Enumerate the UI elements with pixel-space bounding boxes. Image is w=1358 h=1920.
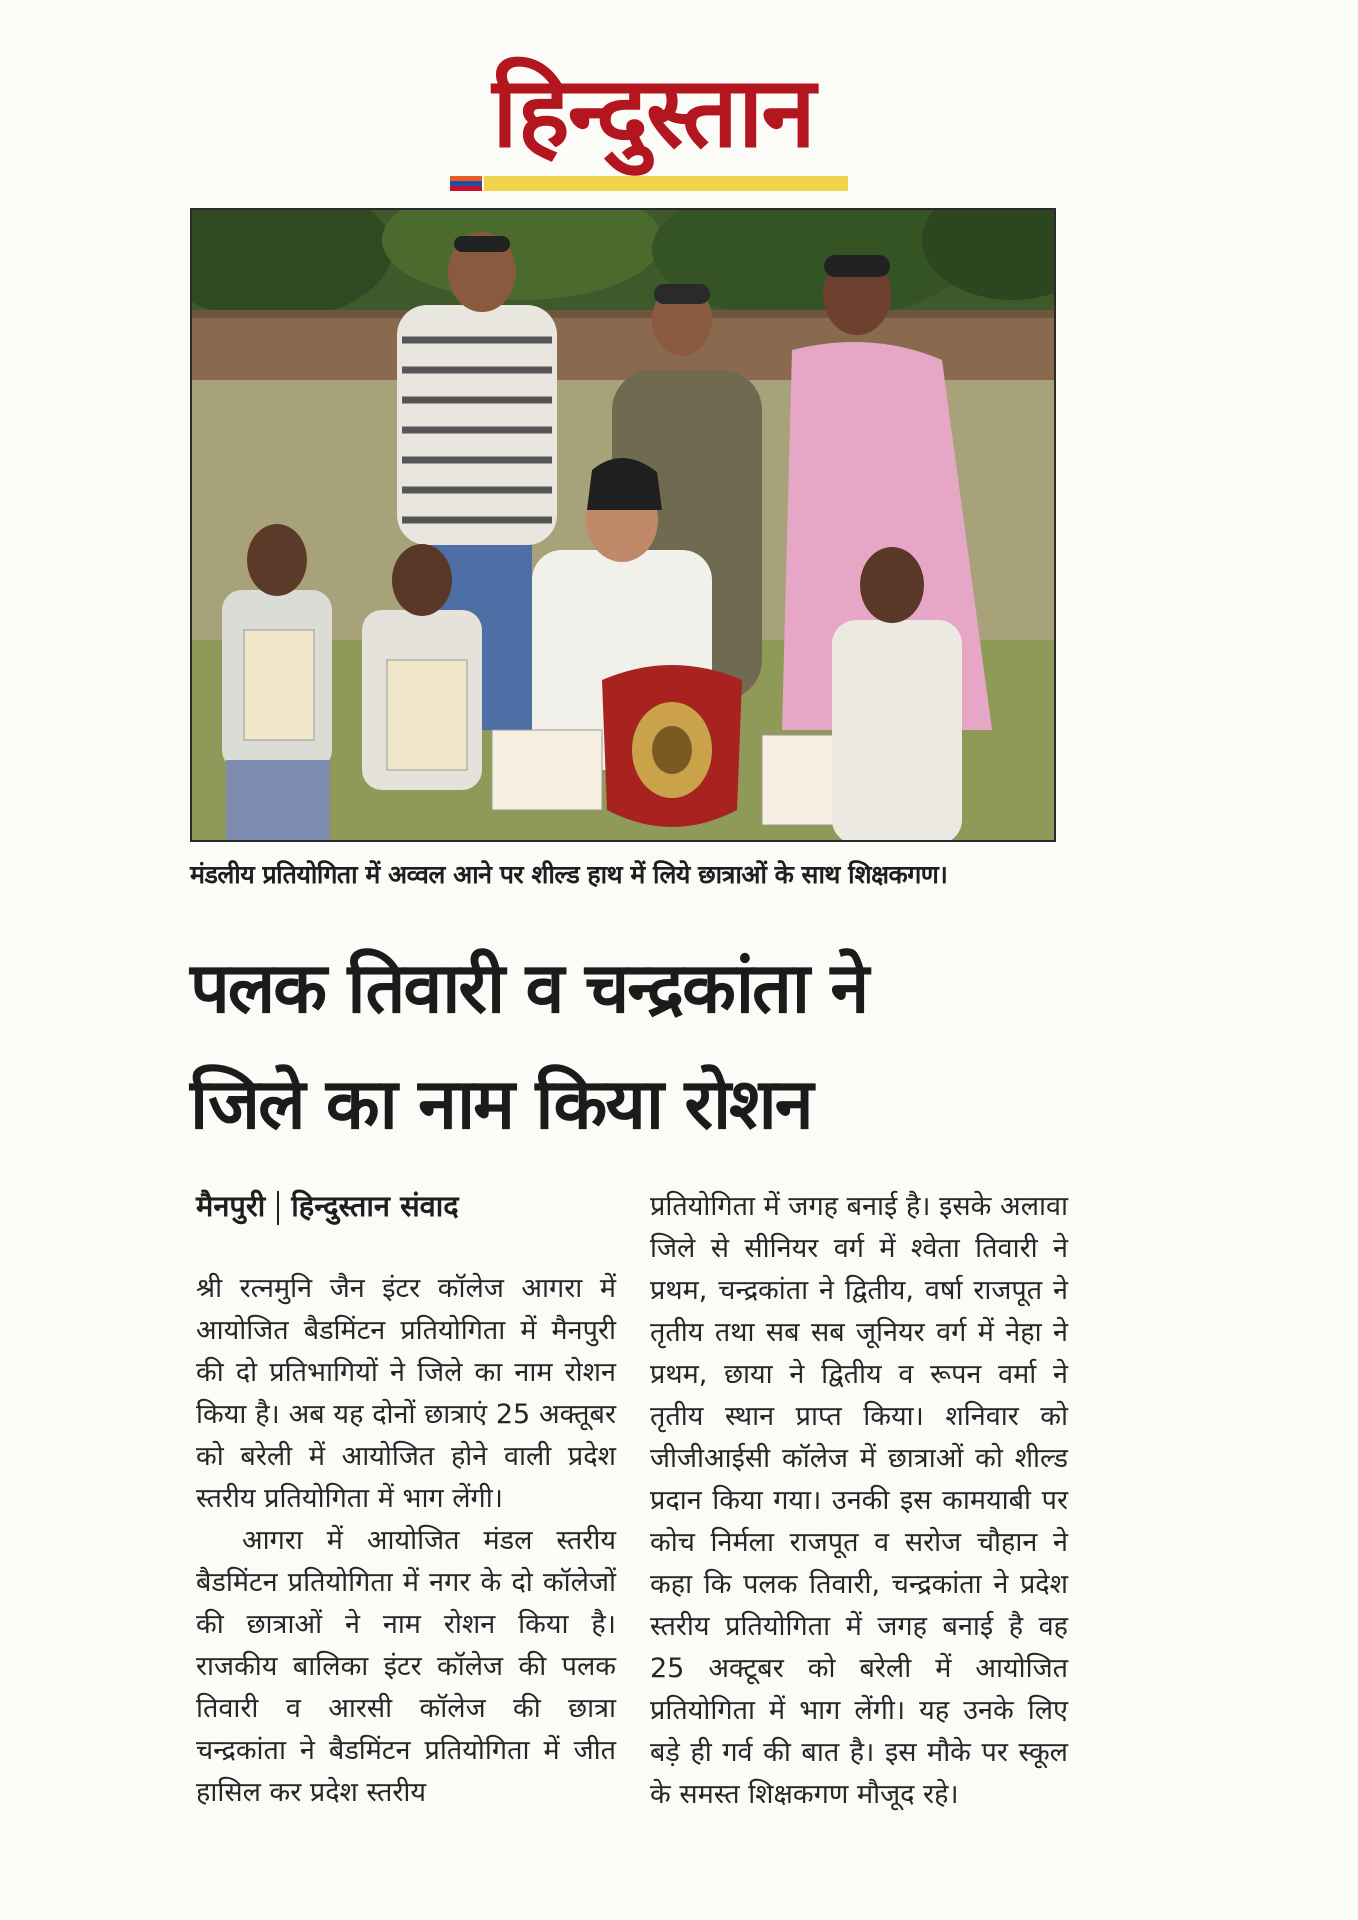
article-paragraph-1: श्री रत्नमुनि जैन इंटर कॉलेज आगरा में आयोजित बैडमिंटन प्रतियोगिता में मैनपुरी की दो प्रतिभागियों ने जिले का नाम रोशन किया है। अब यह दोनों छात्राएं 25 अक्तूबर को बरेली में आयोजित होने वाली प्रदेश स्तरीय प्रतियोगिता में भाग लेंगी। <box>196 1273 616 1514</box>
masthead-underline-bar <box>484 176 848 191</box>
article-paragraph-3: प्रतियोगिता में जगह बनाई है। इसके अलावा जिले से सीनियर वर्ग में श्वेता तिवारी ने प्रथम, चन्द्रकांता ने द्वितीय, वर्षा राजपूत ने तृतीय तथा सब सब जूनियर वर्ग में नेहा ने प्रथम, छाया ने द्वितीय व रूपन वर्मा ने तृतीय स्थान प्राप्त किया। शनिवार को जीजीआईसी कॉलेज में छात्राओं को शील्ड प्रदान किया गया। उनकी इस कामयाबी पर कोच निर्मला राजपूत व सरोज चौहान ने कहा कि पलक तिवारी, चन्द्रकांता ने प्रदेश स्तरीय प्रतियोगिता में जगह बनाई है वह 25 अक्टूबर को बरेली में आयोजित प्रतियोगिता में भाग लेंगी। यह उनके लिए बड़े ही गर्व की बात है। इस मौके पर स्कूल के समस्त शिक्षकगण मौजूद रहे। <box>650 1191 1068 1810</box>
flag-stripe-red <box>450 186 482 191</box>
article-column-right <box>650 1186 1068 1816</box>
headline-line-1: पलक तिवारी व चन्द्रकांता ने <box>190 947 868 1029</box>
dateline-separator <box>277 1191 279 1225</box>
masthead-title: हिन्दुस्तान <box>492 56 814 170</box>
headline-line-2: जिले का नाम किया रोशन <box>190 1063 812 1145</box>
masthead-flag-icon <box>450 176 482 191</box>
dateline-source: हिन्दुस्तान संवाद <box>291 1189 459 1223</box>
article-photo <box>190 208 1056 842</box>
article-dateline <box>196 1186 626 1226</box>
newspaper-masthead <box>440 58 860 193</box>
dateline-place: मैनपुरी <box>196 1189 266 1223</box>
article-paragraph-2: आगरा में आयोजित मंडल स्तरीय बैडमिंटन प्रतियोगिता में नगर के दो कॉलेजों की छात्राओं ने नाम रोशन किया है। राजकीय बालिका इंटर कॉलेज की पलक तिवारी व आरसी कॉलेज की छात्रा चन्द्रकांता ने बैडमिंटन प्रतियोगिता में जीत हासिल कर प्रदेश स्तरीय <box>196 1525 616 1808</box>
article-column-left <box>196 1268 616 1814</box>
photo-caption: मंडलीय प्रतियोगिता में अव्वल आने पर शील्ड हाथ में लिये छात्राओं के साथ शिक्षकगण। <box>190 860 948 889</box>
article-headline <box>190 930 1070 1162</box>
group-photo-illustration <box>192 210 1056 842</box>
